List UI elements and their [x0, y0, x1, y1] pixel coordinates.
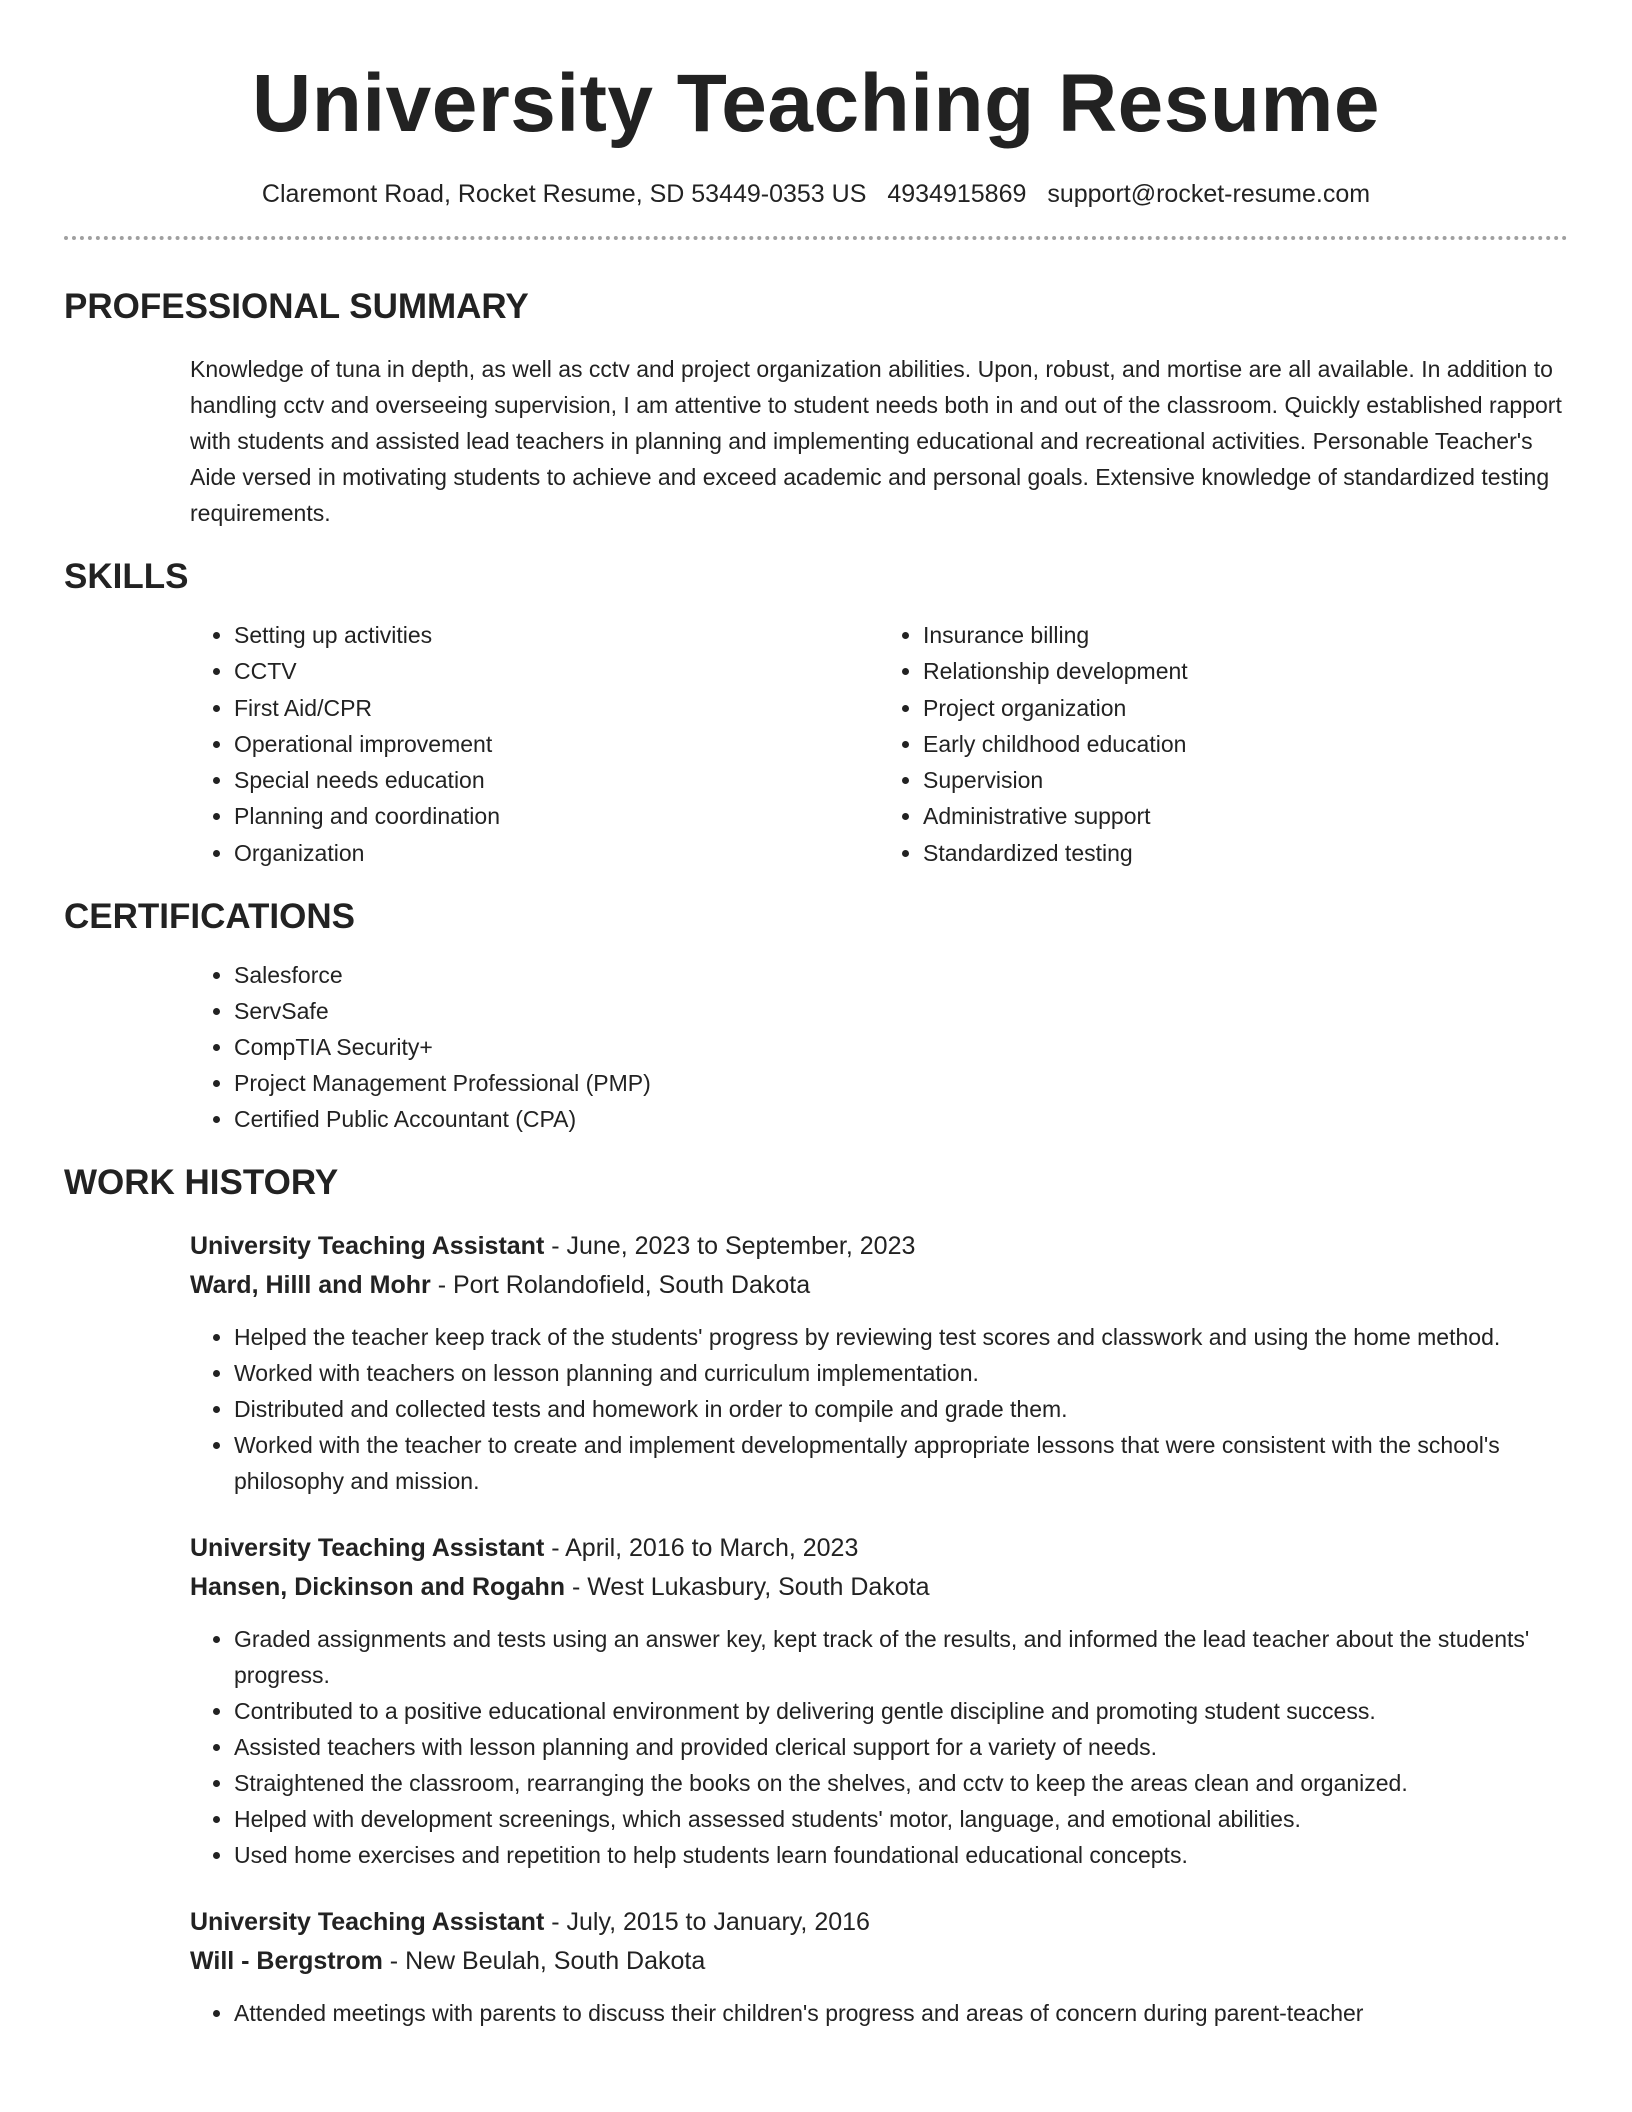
job-dates: June, 2023 to September, 2023	[566, 1232, 916, 1261]
skills-columns	[190, 617, 1568, 871]
contact-email: support@rocket-resume.com	[1047, 180, 1371, 208]
job-bullet: • Worked with teachers on lesson planning and curriculum implementation.	[234, 1355, 1568, 1391]
job-bullets	[190, 1995, 1568, 2031]
job-title: University Teaching Assistant	[190, 1534, 545, 1563]
job-bullet: • Graded assignments and tests using an answer key, kept track of the results, and informed the lead teacher about the students' progress.	[234, 1621, 1568, 1693]
job-bullets	[190, 1319, 1568, 1499]
contact-phone: 4934915869	[887, 180, 1027, 208]
certifications-list	[190, 957, 1568, 1137]
summary-text: Knowledge of tuna in depth, as well as cctv and project organization abilities. Upon, robust, and mortise are all available. In addition to handling cctv and overseeing supervision, I am attentive to student needs both in and out of the classroom. Quickly established rapport with students and assisted lead teachers in planning and implementing educational and recreational activities. Personable Teacher's Aide versed in motivating students to achieve and exceed academic and personal goals. Extensive knowledge of standardized testing requirements.	[190, 356, 1562, 526]
job-company: Hansen, Dickinson and Rogahn	[190, 1573, 566, 1602]
job-entry	[190, 1227, 1568, 1499]
job-company: Ward, Hilll and Mohr	[190, 1271, 431, 1300]
skill-item: • Setting up activities	[234, 617, 879, 653]
skills-heading: SKILLS	[64, 557, 189, 596]
job-title-line: University Teaching Assistant - July, 2015 to January, 2016	[190, 1908, 870, 1937]
job-company-line: Will - Bergstrom - New Beulah, South Dakota	[190, 1947, 706, 1976]
job-location: New Beulah, South Dakota	[405, 1947, 706, 1976]
certification-item: • CompTIA Security+	[234, 1029, 1568, 1065]
job-bullet: • Assisted teachers with lesson planning and provided clerical support for a variety of needs.	[234, 1729, 1568, 1765]
skill-item: • Organization	[234, 835, 879, 871]
summary-heading: PROFESSIONAL SUMMARY	[64, 287, 529, 326]
certification-item: • Certified Public Accountant (CPA)	[234, 1101, 1568, 1137]
job-company-line: Hansen, Dickinson and Rogahn - West Lukasbury, South Dakota	[190, 1573, 930, 1602]
skill-item: • Supervision	[923, 762, 1568, 798]
skill-item: • Administrative support	[923, 798, 1568, 834]
skill-item: • Standardized testing	[923, 835, 1568, 871]
job-entry	[190, 1903, 1568, 2031]
skill-item: • Relationship development	[923, 653, 1568, 689]
skill-item: • Special needs education	[234, 762, 879, 798]
job-title-line: University Teaching Assistant - April, 2016 to March, 2023	[190, 1534, 859, 1563]
contact-address: Claremont Road, Rocket Resume, SD 53449-0353 US	[261, 180, 867, 208]
work-history-heading: WORK HISTORY	[64, 1163, 339, 1203]
job-bullet: • Helped the teacher keep track of the students' progress by reviewing test scores and classwork and using the home method.	[234, 1319, 1568, 1355]
job-entry	[190, 1529, 1568, 1873]
summary-section	[64, 285, 1568, 531]
skill-item: • CCTV	[234, 653, 879, 689]
job-bullets	[190, 1621, 1568, 1873]
resume-title: University Teaching Resume	[252, 58, 1380, 149]
job-company: Will - Bergstrom	[190, 1947, 383, 1976]
job-bullet: • Distributed and collected tests and homework in order to compile and grade them.	[234, 1391, 1568, 1427]
skill-item: • Planning and coordination	[234, 798, 879, 834]
certification-item: • Project Management Professional (PMP)	[234, 1065, 1568, 1101]
job-bullet: • Helped with development screenings, which assessed students' motor, language, and emotional abilities.	[234, 1801, 1568, 1837]
job-title-line: University Teaching Assistant - June, 2023 to September, 2023	[190, 1232, 916, 1261]
job-bullet: • Straightened the classroom, rearranging the books on the shelves, and cctv to keep the areas clean and organized.	[234, 1765, 1568, 1801]
skill-item: • Insurance billing	[923, 617, 1568, 653]
certifications-section	[64, 895, 1568, 1137]
job-bullet: • Worked with the teacher to create and implement developmentally appropriate lessons that were consistent with the school's philosophy and mission.	[234, 1427, 1568, 1499]
job-dates: April, 2016 to March, 2023	[565, 1534, 859, 1563]
job-dates: July, 2015 to January, 2016	[566, 1908, 870, 1937]
job-bullet: • Attended meetings with parents to discuss their children's progress and areas of concern during parent-teacher	[234, 1995, 1568, 2031]
header-divider	[64, 236, 1568, 240]
skill-item: • Early childhood education	[923, 726, 1568, 762]
skills-list-right	[879, 617, 1568, 871]
certifications-heading: CERTIFICATIONS	[64, 897, 356, 937]
skills-section	[64, 555, 1568, 871]
job-title: University Teaching Assistant	[190, 1232, 545, 1261]
job-bullet: • Used home exercises and repetition to help students learn foundational educational concepts.	[234, 1837, 1568, 1873]
skills-list-left	[190, 617, 879, 871]
job-location: West Lukasbury, South Dakota	[587, 1573, 930, 1602]
job-location: Port Rolandofield, South Dakota	[452, 1271, 811, 1300]
certification-item: • ServSafe	[234, 993, 1568, 1029]
skill-item: • Project organization	[923, 690, 1568, 726]
skill-item: • Operational improvement	[234, 726, 879, 762]
job-bullet: • Contributed to a positive educational environment by delivering gentle discipline and promoting student success.	[234, 1693, 1568, 1729]
skill-item: • First Aid/CPR	[234, 690, 879, 726]
certification-item: • Salesforce	[234, 957, 1568, 993]
job-title: University Teaching Assistant	[190, 1908, 545, 1937]
contact-line	[64, 178, 1568, 210]
work-history-section	[64, 1161, 1568, 2031]
job-company-line: Ward, Hilll and Mohr - Port Rolandofield, South Dakota	[190, 1271, 811, 1300]
